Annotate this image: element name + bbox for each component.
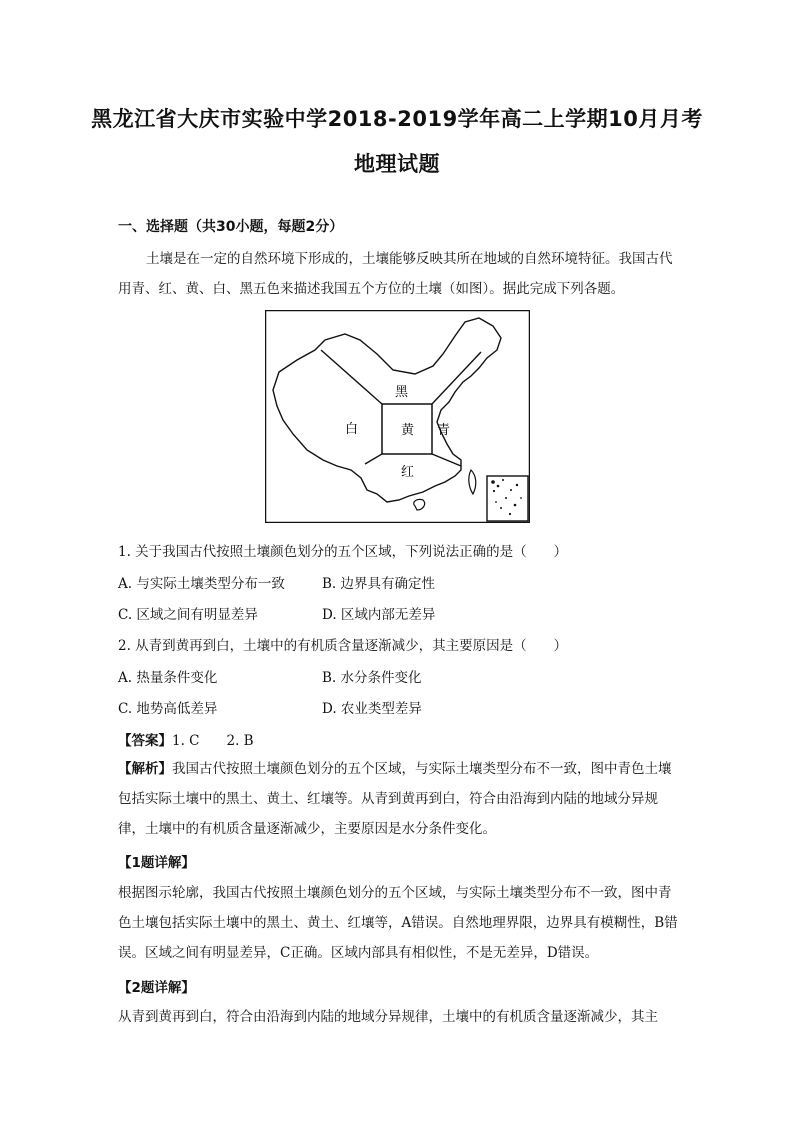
label-east: 青: [437, 423, 451, 438]
detail2-label: 【2题详解】: [118, 980, 195, 996]
q2-option-c[interactable]: C. 地势高低差异: [118, 701, 218, 717]
q1-option-a[interactable]: A. 与实际土壤类型分布一致: [118, 576, 285, 592]
exam-title: 黑龙江省大庆市实验中学2018-2019学年高二上学期10月月考: [91, 107, 703, 131]
q1-stem: 1. 关于我国古代按照土壤颜色划分的五个区域，下列说法正确的是（ ）: [118, 544, 568, 560]
q2-option-d[interactable]: D. 农业类型差异: [322, 701, 422, 717]
q1-option-c[interactable]: C. 区域之间有明显差异: [118, 607, 258, 623]
analysis-text: 我国古代按照土壤颜色划分的五个区域，与实际土壤类型分布不一致，图中青色土壤包括实际土壤中的黑土、黄土、红壤等。从青到黄再到白，符合由沿海到内陆的地域分异规律，土壤中的有机质含量逐渐减少，主要原因是水分条件变化。: [118, 761, 672, 837]
detail2-text: 从青到黄再到白，符合由沿海到内陆的地域分异规律，土壤中的有机质含量逐渐减少，其主: [118, 1009, 658, 1025]
intro-paragraph: 土壤是在一定的自然环境下形成的，土壤能够反映其所在地域的自然环境特征。我国古代用青、红、黄、白、黑五色来描述我国五个方位的土壤（如图）。据此完成下列各题。: [118, 251, 673, 297]
answer-text: 1. C 2. B: [172, 733, 254, 749]
q1-option-d[interactable]: D. 区域内部无差异: [322, 607, 436, 623]
answer-label: 【答案】: [118, 733, 172, 749]
label-west: 白: [345, 422, 359, 437]
label-south: 红: [401, 465, 415, 480]
analysis-paragraph: [118, 754, 684, 844]
q2-stem: 2. 从青到黄再到白，土壤中的有机质含量逐渐减少，其主要原因是（ ）: [118, 638, 568, 654]
answer-line: [118, 729, 254, 749]
q2-option-a[interactable]: A. 热量条件变化: [118, 670, 218, 686]
section-heading: 一、选择题（共30小题，每题2分）: [118, 219, 344, 235]
china-soil-map: [265, 310, 530, 523]
q1-option-b[interactable]: B. 边界具有确定性: [322, 576, 436, 592]
detail1-label: 【1题详解】: [118, 855, 195, 871]
q2-option-b[interactable]: B. 水分条件变化: [322, 670, 422, 686]
label-north: 黑: [395, 385, 409, 400]
label-center: 黄: [401, 423, 415, 438]
detail1-text: 根据图示轮廓，我国古代按照土壤颜色划分的五个区域，与实际土壤类型分布不一致，图中青色土壤包括实际土壤中的黑土、黄土、红壤等，A错误。自然地理界限，边界具有模糊性，B错误。区域之间有明显差异，C正确。区域内部具有相似性，不是无差异，D错误。: [118, 885, 678, 961]
exam-subtitle: 地理试题: [354, 152, 440, 176]
analysis-label: 【解析】: [118, 761, 172, 777]
